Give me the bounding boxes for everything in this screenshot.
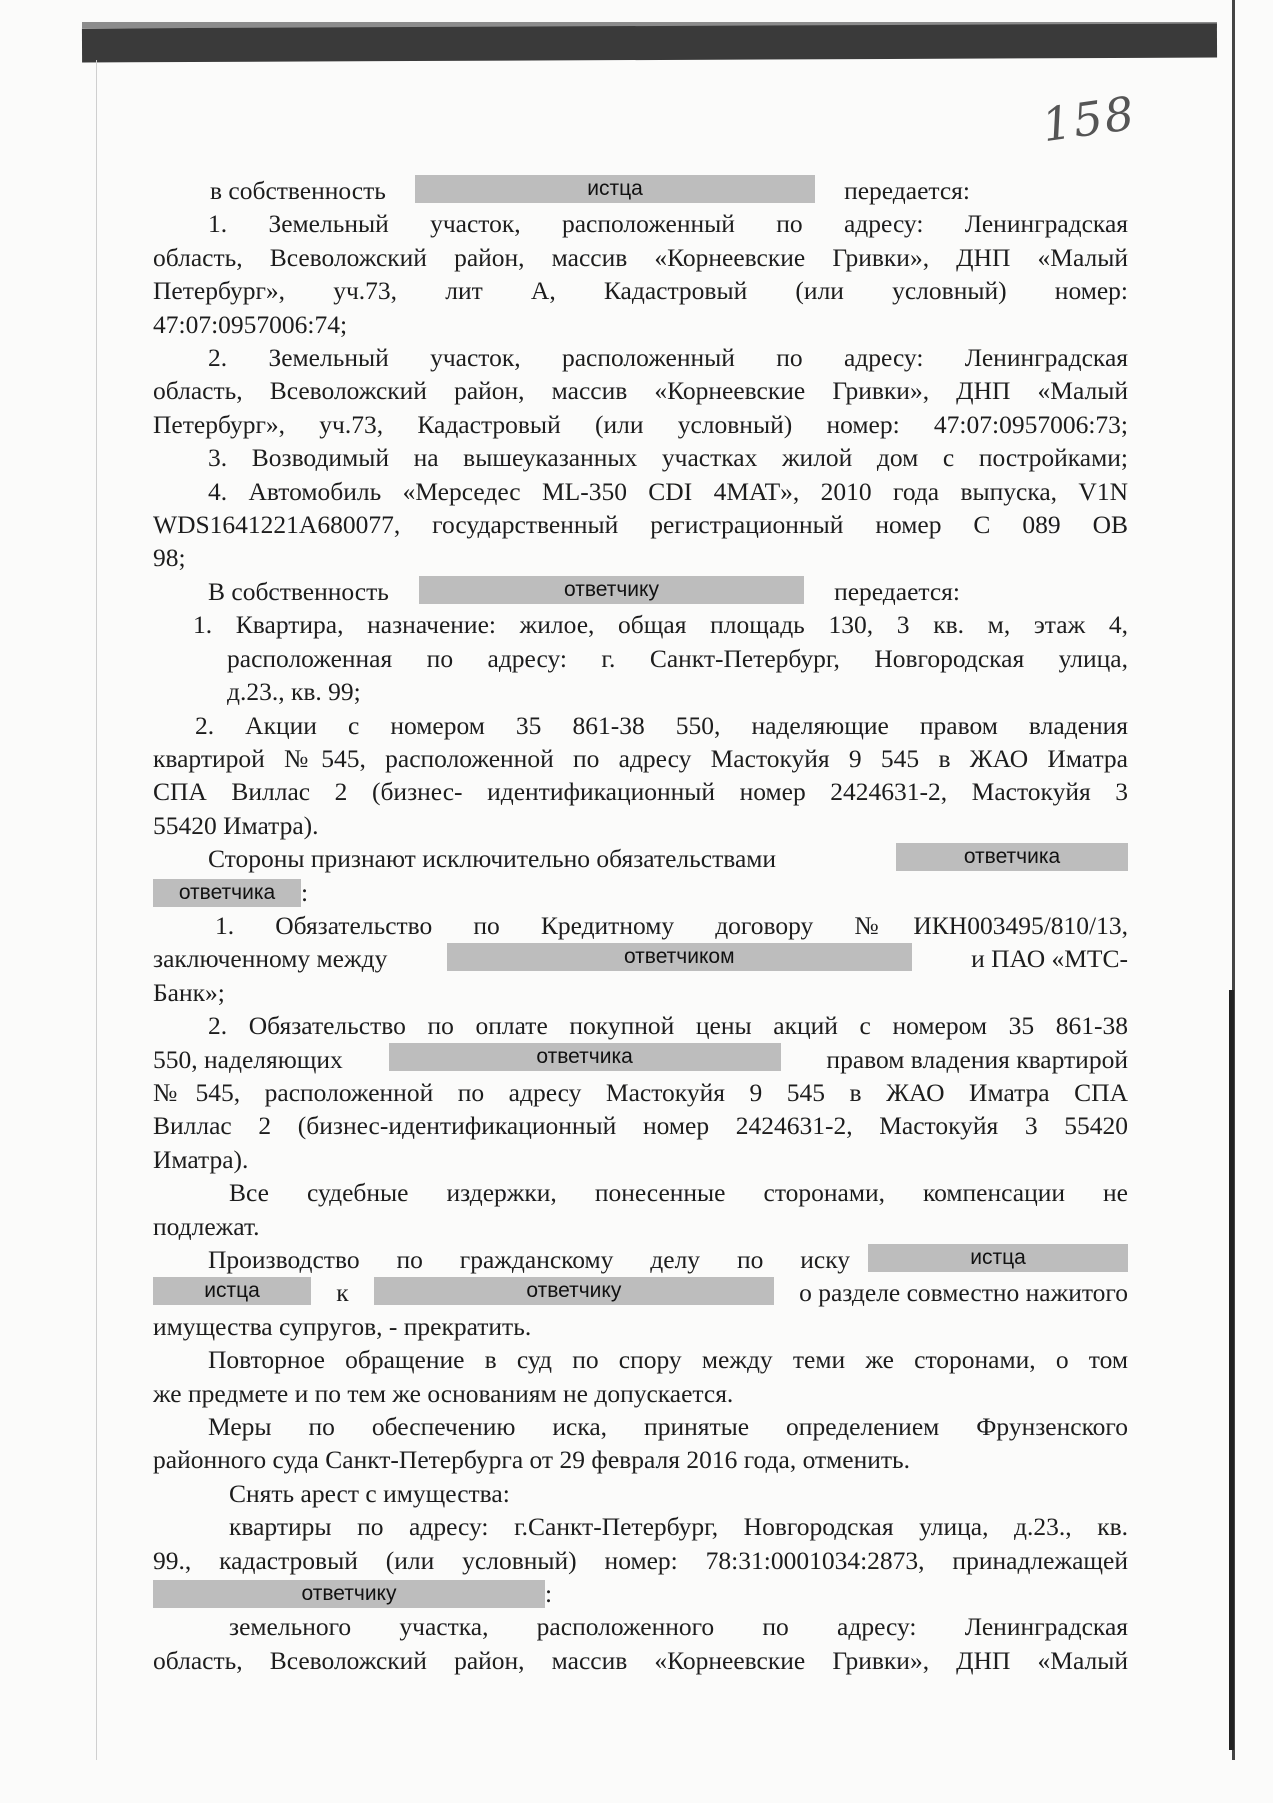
text-line-block <box>153 1076 1128 1109</box>
scan-left-edge <box>96 60 97 1760</box>
text-line: 1. Земельный участок, расположенный по адресу: Ленинградская <box>208 209 1128 239</box>
text-line: передается: <box>834 576 960 606</box>
text-line-block <box>153 1143 1128 1176</box>
text-line-block <box>153 541 1128 574</box>
text-line: подлежат. <box>153 1211 260 1241</box>
text-line-block <box>153 675 1128 708</box>
text-line: Иматра). <box>153 1144 249 1174</box>
text-line: В собственность <box>208 576 389 606</box>
text-line-block <box>153 775 1128 808</box>
text-line: передается: <box>844 176 970 205</box>
redaction-plaintiff: истца <box>868 1244 1128 1272</box>
text-line-block <box>153 976 1128 1009</box>
scan-top-border <box>82 24 1217 63</box>
text-line-block <box>153 1443 1128 1476</box>
text-line-block <box>153 1644 1128 1677</box>
text-line-block <box>153 1210 1128 1243</box>
item-arrest-apartment <box>153 1510 1128 1543</box>
text-line: 4. Автомобиль «Мерседес ML-350 CDI 4MAT», 2010 года выпуска, V1N <box>208 476 1128 506</box>
item-land-plot-2 <box>153 341 1128 374</box>
redaction-defendant: ответчику <box>374 1277 774 1305</box>
text-line-block <box>153 1109 1128 1142</box>
text-line-block <box>153 241 1128 274</box>
text-line: 1. Квартира, назначение: жилое, общая площадь 130, 3 кв. м, этаж 4, <box>193 610 1128 640</box>
text-line: WDS1641221A680077, государственный регистрационный номер С 089 ОВ <box>153 510 1128 540</box>
text-line: 550, наделяющих <box>153 1044 343 1074</box>
text-line: Стороны признают исключительно обязательствами <box>208 844 777 874</box>
text-line: Повторное обращение в суд по спору между теми же сторонами, о том <box>208 1345 1128 1375</box>
text-line: : <box>301 877 309 907</box>
paragraph-interim-measures <box>153 1410 1128 1443</box>
text-line: Петербург», уч.73, Кадастровый (или условный) номер: 47:07:0957006:73; <box>153 409 1128 439</box>
text-line: СПА Виллас 2 (бизнес- идентификационный номер 2424631-2, Мастокуйя 3 <box>153 777 1128 807</box>
text-line: квартирой №545, расположенной по адресу Мастокуйя 9 545 в ЖАО Иматра <box>153 743 1128 773</box>
text-line: Меры по обеспечению иска, принятые определением Фрунзенского <box>208 1412 1128 1442</box>
text-line-block <box>153 1276 1128 1309</box>
text-line: Виллас 2 (бизнес-идентификационный номер 2424631-2, Мастокуйя 3 55420 <box>153 1111 1128 1141</box>
text-line: 2. Акции с номером 35 861-38 550, наделяющие правом владения <box>195 710 1128 740</box>
item-apartment <box>153 608 1128 641</box>
paragraph-court-costs <box>153 1176 1128 1209</box>
text-line: 2. Обязательство по оплате покупной цены акций с номером 35 861-38 <box>208 1011 1128 1041</box>
paragraph-repeated-appeal <box>153 1343 1128 1376</box>
text-line-block <box>153 1577 1128 1610</box>
text-line-block <box>153 809 1128 842</box>
handwritten-page-number: 158 <box>1038 85 1140 153</box>
text-line: №545, расположенной по адресу Мастокуйя 9 545 в ЖАО Иматра СПА <box>153 1077 1128 1107</box>
text-line: районного суда Санкт-Петербурга от 29 февраля 2016 года, отменить. <box>153 1445 911 1475</box>
text-line: область, Всеволожский район, массив «Корнеевские Гривки», ДНП «Малый <box>153 242 1128 272</box>
paragraph-lift-arrest <box>153 1477 1128 1510</box>
text-line: земельного участка, расположенного по адресу: Ленинградская <box>229 1612 1128 1642</box>
text-line-block <box>153 308 1128 341</box>
text-line: Все судебные издержки, понесенные сторонами, компенсации не <box>229 1178 1128 1208</box>
paragraph-proceedings-terminated <box>153 1243 1128 1276</box>
text-line: 3. Возводимый на вышеуказанных участках жилой дом с постройками; <box>208 443 1128 473</box>
text-line: к <box>336 1278 349 1308</box>
text-line: 2. Земельный участок, расположенный по адресу: Ленинградская <box>208 343 1128 373</box>
text-line: д.23., кв. 99; <box>227 677 361 707</box>
redaction-defendant: ответчику <box>153 1580 545 1608</box>
text-line-block <box>153 742 1128 775</box>
redaction-plaintiff: истца <box>415 175 815 203</box>
text-line: область, Всеволожский район, массив «Корнеевские Гривки», ДНП «Малый <box>153 1645 1128 1675</box>
item-shares-obligation <box>153 1009 1128 1042</box>
document-body <box>153 174 1128 1677</box>
text-line-block <box>153 408 1128 441</box>
redaction-defendant: ответчиком <box>447 943 912 971</box>
text-line: расположенная по адресу: г. Санкт-Петербург, Новгородская улица, <box>227 643 1128 673</box>
text-line: в собственность <box>210 176 386 205</box>
item-shares <box>153 709 1128 742</box>
text-line: имущества супругов, - прекратить. <box>153 1311 532 1341</box>
text-line: Производство по гражданскому делу по иску <box>208 1245 850 1274</box>
text-line-block <box>153 642 1128 675</box>
item-arrest-land-plot <box>153 1610 1128 1643</box>
redaction-defendant: ответчика <box>896 843 1128 871</box>
text-line-block <box>153 508 1128 541</box>
paragraph-ownership-plaintiff <box>153 174 1128 207</box>
redaction-defendant: ответчика <box>389 1043 781 1071</box>
text-line-block <box>153 374 1128 407</box>
text-line: 47:07:0957006:74; <box>153 309 348 339</box>
item-credit-obligation <box>153 909 1128 942</box>
text-line: квартиры по адресу: г.Санкт-Петербург, Новгородская улица, д.23., кв. <box>229 1512 1128 1542</box>
text-line: : <box>545 1579 553 1609</box>
redaction-defendant: ответчика <box>153 879 301 907</box>
text-line: 55420 Иматра). <box>153 810 319 840</box>
redaction-plaintiff: истца <box>153 1277 311 1305</box>
text-line: Снять арест с имущества: <box>229 1478 510 1508</box>
item-car <box>153 475 1128 508</box>
text-line-block <box>153 876 1128 909</box>
scan-right-edge-shadow <box>1229 990 1234 1750</box>
text-line: 1. Обязательство по Кредитному договору №ИКН003495/810/13, <box>215 910 1128 940</box>
item-land-plot-1 <box>153 207 1128 240</box>
text-line: правом владения квартирой <box>826 1044 1128 1074</box>
item-house <box>153 441 1128 474</box>
text-line-block <box>153 1310 1128 1343</box>
text-line: заключенному между <box>153 944 388 974</box>
text-line-block <box>153 1377 1128 1410</box>
text-line-block <box>153 274 1128 307</box>
text-line: Петербург», уч.73, лит А, Кадастровый (или условный) номер: <box>153 276 1128 306</box>
text-line: 99., кадастровый (или условный) номер: 78:31:0001034:2873, принадлежащей <box>153 1545 1128 1575</box>
text-line: и ПАО «МТС- <box>971 944 1128 974</box>
text-line-block <box>153 942 1128 975</box>
text-line: Банк»; <box>153 977 225 1007</box>
text-line: область, Всеволожский район, массив «Корнеевские Гривки», ДНП «Малый <box>153 376 1128 406</box>
text-line: 98; <box>153 543 186 573</box>
text-line: же предмете и по тем же основаниям не допускается. <box>153 1378 734 1408</box>
text-line: о разделе совместно нажитого <box>799 1278 1128 1308</box>
text-line-block <box>153 1043 1128 1076</box>
redaction-defendant: ответчику <box>419 576 804 604</box>
text-line-block <box>153 1544 1128 1577</box>
paragraph-ownership-defendant <box>153 575 1128 608</box>
paragraph-obligations <box>153 842 1128 875</box>
